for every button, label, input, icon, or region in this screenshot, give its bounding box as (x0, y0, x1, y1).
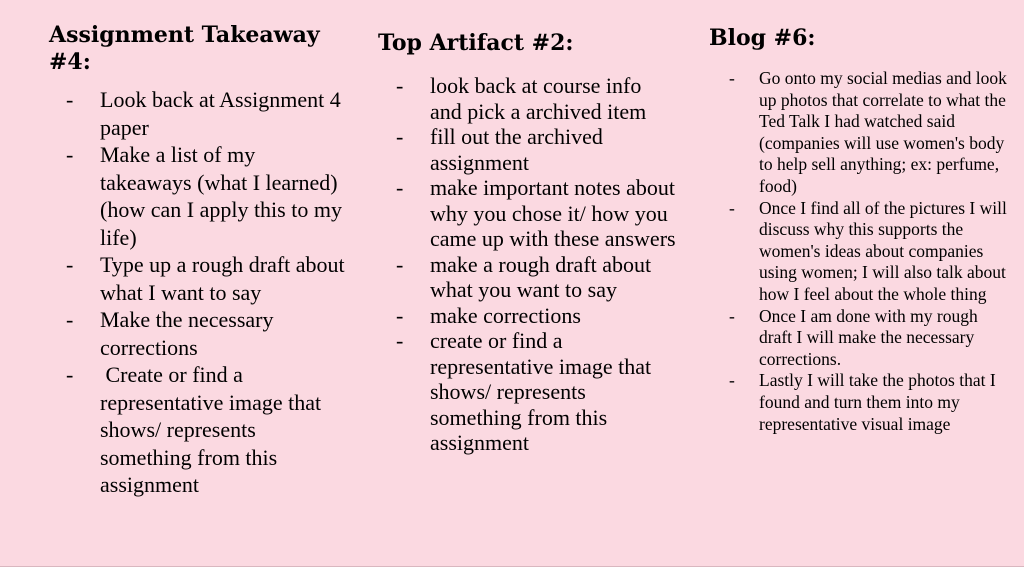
list-item-text: look back at course info and pick a archived item (430, 73, 647, 124)
list-item-text: Look back at Assignment 4 paper (100, 87, 341, 140)
bullet-dash: - (66, 307, 74, 332)
bullet-dash: - (729, 370, 735, 391)
list-item (729, 370, 1009, 435)
top-artifact-column (378, 29, 678, 456)
list-item (729, 197, 1009, 306)
list-item (396, 73, 678, 124)
list-item-text: Once I find all of the pictures I will discuss why this supports the women's ideas about companies using women; I will also talk about how I feel about the whole thing (759, 197, 1007, 304)
bullet-dash: - (729, 68, 735, 88)
task-list (709, 68, 1009, 435)
bullet-dash: - (66, 252, 74, 277)
bullet-dash: - (396, 175, 404, 200)
list-item (396, 328, 678, 456)
task-list (378, 73, 678, 456)
list-item-text: make a rough draft about what you want to say (430, 251, 652, 302)
column-title: Top Artifact #2: (378, 30, 574, 56)
bullet-dash: - (66, 142, 74, 167)
column-title: Assignment Takeaway #4: (49, 22, 320, 75)
list-item (396, 175, 678, 252)
blog-column (709, 24, 1009, 435)
list-item-text: make corrections (430, 302, 581, 328)
bullet-dash: - (396, 328, 404, 353)
bullet-dash: - (396, 302, 404, 328)
task-list (49, 86, 349, 499)
bullet-dash: - (729, 197, 735, 218)
list-item (396, 124, 678, 175)
list-item-text: Once I am done with my rough draft I will make the necessary corrections. (759, 305, 978, 369)
list-item-text: Make the necessary corrections (100, 307, 274, 360)
list-item-text: Make a list of my takeaways (what I learned) (how can I apply this to my life) (100, 142, 342, 250)
list-item-text: Create or find a representative image that shows/ represents something from this assignment (100, 362, 327, 497)
list-item (66, 141, 349, 251)
list-item (396, 302, 678, 329)
bullet-dash: - (729, 305, 735, 326)
list-item (66, 306, 349, 361)
list-item-text: make important notes about why you chose it/ how you came up with these answers (430, 175, 676, 251)
assignment-takeaway-column (49, 22, 349, 499)
list-item (66, 251, 349, 306)
list-item (729, 68, 1009, 198)
list-item-text: Type up a rough draft about what I want to say (100, 252, 345, 305)
bullet-dash: - (396, 251, 404, 277)
bullet-dash: - (66, 362, 74, 387)
bullet-dash: - (396, 124, 404, 149)
list-item-text: Lastly I will take the photos that I found and turn them into my representative visual image (759, 370, 996, 434)
bullet-dash: - (66, 87, 74, 112)
column-title: Blog #6: (709, 25, 816, 51)
list-item (729, 305, 1009, 371)
list-item-text: create or find a representative image that shows/ represents something from this assignment (430, 328, 652, 455)
list-item (66, 361, 349, 499)
list-item-text: fill out the archived assignment (430, 124, 603, 175)
list-item (66, 86, 349, 141)
bullet-dash: - (396, 73, 404, 98)
list-item (396, 251, 678, 303)
list-item-text: Go onto my social medias and look up photos that correlate to what the Ted Talk I had watched said (companies will use women's body to help sell anything; ex: perfume, food) (759, 68, 1007, 196)
